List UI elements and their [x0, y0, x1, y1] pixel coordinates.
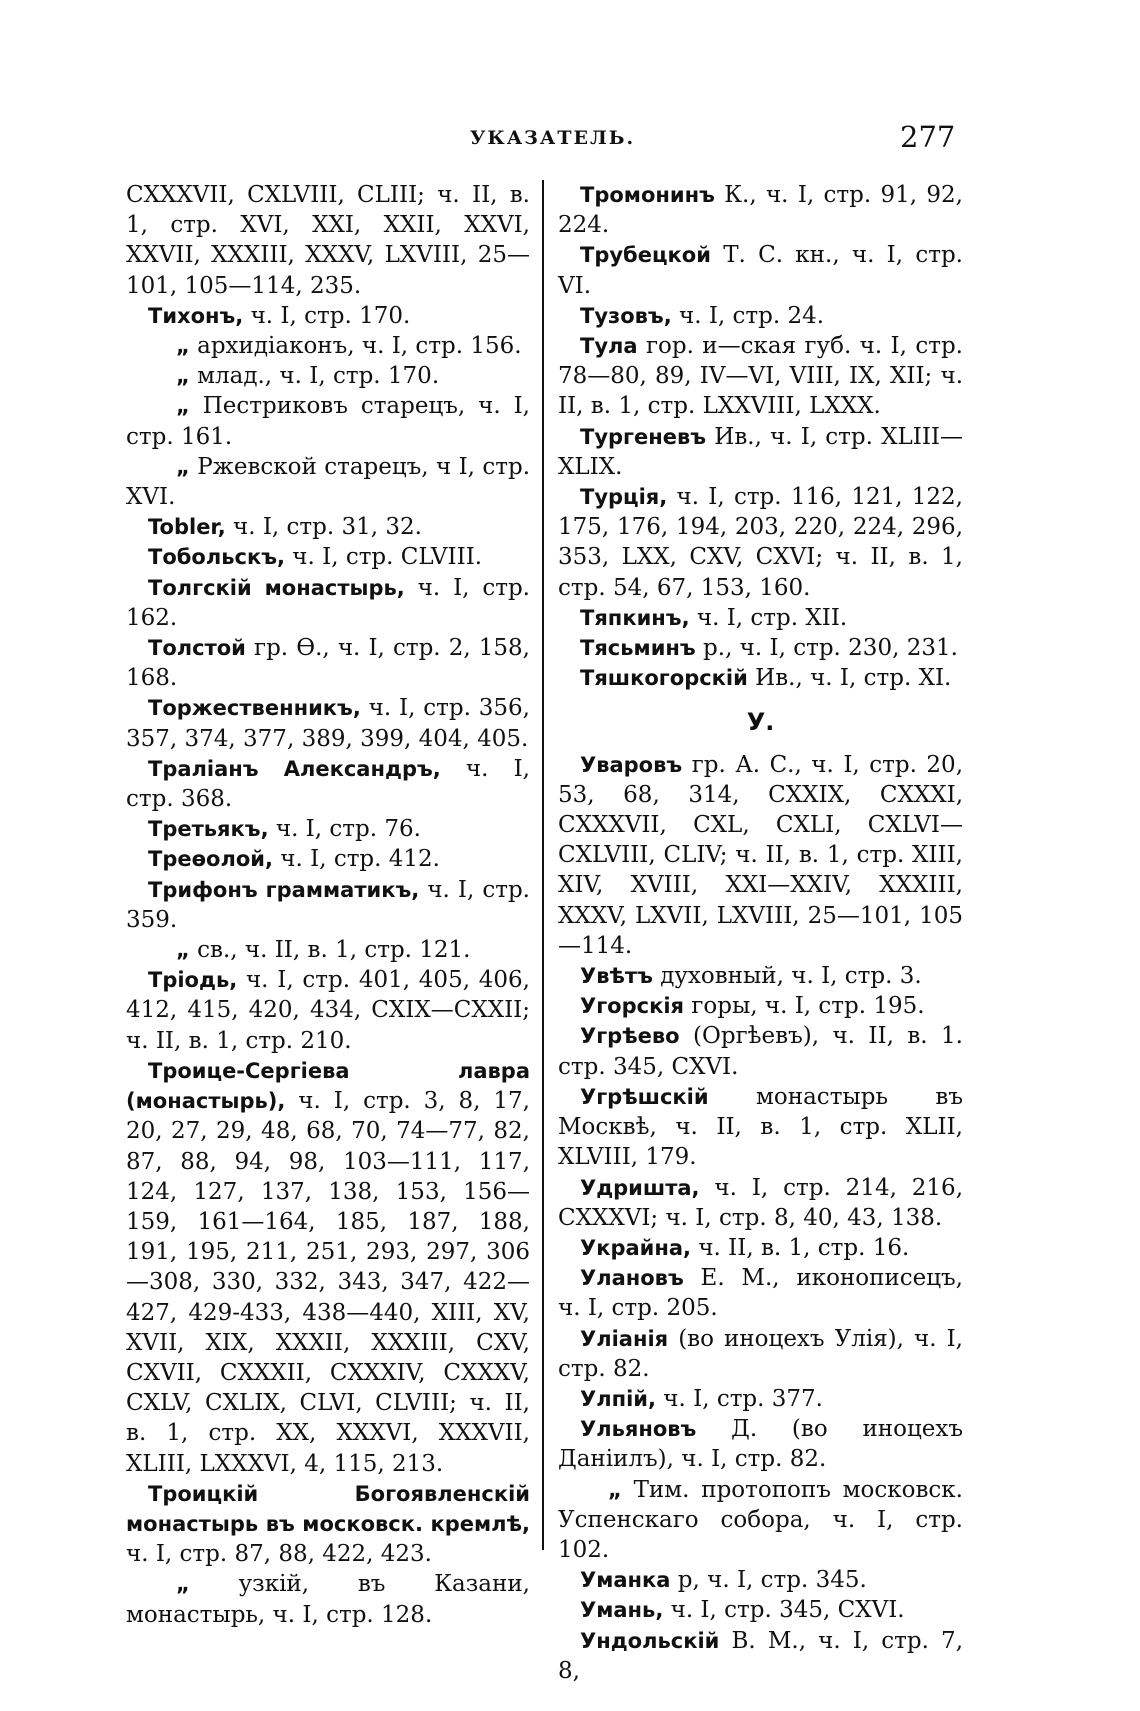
- index-entry: [558, 1082, 963, 1173]
- entry-references: ч. I, стр. 401, 405, 406, 412, 415, 420, 434, CXIX—CXXII; ч. II, в. 1, стр. 210.: [126, 967, 530, 1054]
- entry-headword: Улпій,: [580, 1386, 656, 1411]
- index-entry: [126, 573, 530, 633]
- entry-references: Ив., ч. I, стр. XI.: [747, 665, 952, 692]
- index-entry: [558, 1021, 963, 1081]
- entry-references: ч. I, стр. 377.: [655, 1385, 823, 1412]
- index-entry: [558, 1626, 963, 1686]
- entry-headword: Тріодь,: [148, 968, 238, 993]
- entry-references: В. М., ч. I, стр. 7, 8,: [558, 1627, 963, 1684]
- index-entry: [126, 935, 530, 965]
- entry-headword: Турція,: [580, 485, 668, 510]
- index-entry: [558, 961, 963, 991]
- index-entry: [126, 331, 530, 361]
- entry-headword: Торжественникъ,: [148, 696, 361, 721]
- entry-headword: Толгскій монастырь,: [148, 575, 405, 600]
- entry-headword: Ульяновъ: [580, 1417, 697, 1442]
- index-entry: [558, 663, 963, 693]
- index-entry: [558, 331, 963, 422]
- entry-references: монастырь въ Москвѣ, ч. II, в. 1, стр. XLII, XLVIII, 179.: [558, 1083, 963, 1171]
- entry-headword: Тяпкинъ,: [580, 605, 690, 630]
- entry-references: Ив., ч. I, стр. XLIII—XLIX.: [558, 423, 963, 480]
- index-entry: [126, 301, 530, 331]
- entry-references: ч. I, стр. 116, 121, 122, 175, 176, 194, 203, 220, 224, 296, 353, LXX, CXV, CXVI; ч. II, в. 1, стр. 54, 67, 153, 160.: [558, 484, 963, 601]
- entry-references: архидіаконъ, ч. I, стр. 156.: [189, 333, 522, 360]
- entry-headword: Тузовъ,: [580, 303, 672, 328]
- index-entry: [558, 301, 963, 331]
- entry-references: узкій, въ Казани, монастырь, ч. I, стр. 128.: [126, 1571, 530, 1628]
- entry-headword: Тургеневъ: [580, 424, 707, 449]
- index-block-u: [558, 750, 963, 1686]
- entry-headword: Тясьминъ: [580, 636, 696, 661]
- entry-headword: „: [176, 394, 190, 419]
- entry-headword: Троице-Сергіева лавра (монастырь),: [126, 1058, 530, 1114]
- entry-references: горы, ч. I, стр. 195.: [684, 993, 925, 1020]
- index-entry: [558, 1595, 963, 1625]
- index-entry: [126, 693, 530, 753]
- index-entry: [126, 1056, 530, 1479]
- index-entry: [126, 814, 530, 844]
- entry-references: ч. I, стр. 359.: [126, 876, 530, 933]
- index-entry: [126, 844, 530, 874]
- entry-references: ч. I, стр. 368.: [126, 755, 530, 813]
- entry-references: ч. I, стр. 31, 32.: [225, 514, 422, 541]
- entry-references: ч. I, стр. 345, CXVI.: [663, 1597, 905, 1624]
- index-entry: [558, 1173, 963, 1233]
- entry-references: ч. I, стр. 76.: [268, 816, 421, 843]
- entry-headword: Трубецкой: [580, 243, 711, 268]
- index-entry: [558, 1233, 963, 1263]
- index-entry: [558, 482, 963, 603]
- index-entry: [126, 875, 530, 935]
- index-entry: [126, 361, 530, 391]
- index-entry: [558, 180, 963, 240]
- index-entry: [558, 991, 963, 1021]
- entry-references: ч. I, стр. XII.: [689, 604, 848, 631]
- entry-headword: Тобольскъ,: [148, 545, 285, 570]
- entry-references: К., ч. I, стр. 91, 92, 224.: [558, 182, 963, 239]
- left-index-column: [126, 180, 530, 1630]
- entry-headword: Третьякъ,: [148, 817, 269, 842]
- entry-references: Д. (во иноцехъ Даніилъ), ч. I, стр. 82.: [558, 1416, 963, 1473]
- entry-references: ч. I, стр. CLVIII.: [284, 544, 483, 571]
- entry-headword: Угорскія: [580, 994, 685, 1019]
- entry-references: св., ч. II, в. 1, стр. 121.: [189, 937, 471, 964]
- entry-references: ч. I, стр. 87, 88, 422, 423.: [126, 1541, 432, 1568]
- entry-references: Т. С. кн., ч. I, стр. VI.: [558, 242, 963, 299]
- entry-headword: Трифонъ грамматикъ,: [148, 877, 420, 902]
- index-entry: [558, 1475, 963, 1566]
- running-header: УКАЗАТЕЛЬ.: [470, 127, 636, 149]
- entry-headword: Украйна,: [580, 1235, 692, 1260]
- entry-headword: Треѳолой,: [148, 847, 273, 872]
- entry-headword: Угрѣево: [580, 1024, 680, 1049]
- entry-headword: Троицкій Богоявленскій монастырь въ московск. кремлѣ,: [126, 1481, 530, 1536]
- index-entry: [558, 422, 963, 482]
- entry-headword: „: [176, 334, 190, 359]
- entry-headword: „: [608, 1477, 622, 1502]
- entry-headword: Ундольскій: [580, 1628, 720, 1653]
- entry-references: CXXXVII, CXLVIII, CLIII; ч. II, в. 1, стр. XVI, XXI, XXII, XXVI, XXVII, XXXIII, XXXV, LXVIII, 25—101, 105—114, 235.: [126, 182, 530, 299]
- index-entry: [126, 754, 530, 814]
- index-entry: [558, 603, 963, 633]
- index-entry: [126, 542, 530, 572]
- index-entry: [558, 1263, 963, 1323]
- entry-references: ч. II, в. 1, стр. 16.: [691, 1234, 910, 1261]
- entry-headword: Тихонъ,: [148, 303, 244, 328]
- entry-references: Тим. протопопъ московск. Успенскаго собора, ч. I, стр. 102.: [558, 1476, 963, 1563]
- section-letter-u: У.: [746, 708, 775, 737]
- entry-headword: Тяшкогорскій: [580, 666, 748, 691]
- right-index-column: [558, 180, 963, 1686]
- entry-headword: Тула: [580, 334, 638, 359]
- entry-references: Ржевской старецъ, ч I, стр. XVI.: [126, 453, 530, 511]
- index-entry: [126, 452, 530, 512]
- entry-references: ч. I, стр. 24.: [671, 302, 825, 329]
- entry-references: (Оргѣевъ), ч. II, в. 1. стр. 345, CXVI.: [558, 1023, 963, 1080]
- entry-headword: „: [176, 938, 190, 963]
- index-entry: [126, 512, 530, 542]
- entry-headword: Траліанъ Александръ,: [148, 756, 441, 781]
- entry-references: ч. I, стр. 356, 357, 374, 377, 389, 399, 404, 405.: [126, 695, 530, 752]
- entry-references: р., ч. I, стр. 230, 231.: [695, 635, 958, 662]
- entry-headword: Уліанія: [580, 1326, 669, 1351]
- entry-references: ч. I, стр. 162.: [126, 574, 530, 631]
- index-entry: [558, 633, 963, 663]
- entry-headword: Уваровъ: [580, 752, 683, 777]
- index-entry: [126, 633, 530, 693]
- entry-headword: Тромонинъ: [580, 183, 715, 207]
- index-entry: [126, 1569, 530, 1629]
- entry-references: Пестриковъ старецъ, ч. I, стр. 161.: [126, 393, 530, 450]
- entry-headword: „: [176, 454, 190, 479]
- index-block-t: [558, 180, 963, 693]
- entry-headword: Умань,: [580, 1598, 664, 1623]
- entry-references: ч. I, стр. 412.: [272, 846, 440, 873]
- entry-headword: Толстой: [148, 636, 246, 661]
- entry-references: млад., ч. I, стр. 170.: [189, 363, 440, 390]
- entry-headword: „: [176, 364, 190, 389]
- entry-headword: Улановъ: [580, 1266, 684, 1291]
- index-entry: [126, 180, 530, 301]
- index-entry: [126, 391, 530, 451]
- entry-references: ч. I, стр. 214, 216, CXXXVI; ч. I, стр. 8, 40, 43, 138.: [558, 1174, 963, 1231]
- entry-headword: Удришта,: [580, 1175, 700, 1200]
- entry-references: Е. М., иконописецъ, ч. I, стр. 205.: [558, 1265, 963, 1322]
- entry-headword: Уманка: [580, 1568, 671, 1593]
- entry-references: р, ч. I, стр. 345.: [670, 1567, 867, 1594]
- entry-headword: Увѣтъ: [580, 964, 653, 989]
- entry-references: ч. I, стр. 3, 8, 17, 20, 27, 29, 48, 68, 70, 74—77, 82, 87, 88, 94, 98, 103—111, 117, 124, 127, 137, 138, 153, 156—159, 161—164, 185, 187, 188, 191, 195, 211, 251, 293, 297, 306—308, 330, 332, 343, 347, 422—427, 429-433, 438—440, XIII, XV, XVII, XIX, XXXII, XXXIII, CXV, CXVII, CXXXII, CXXXIV, CXXXV, CXLV, CXLIX, CLVI, CLVIII; ч. II, в. 1, стр. XX, XXXVI, XXXVII, XLIII, LXXXVI, 4, 115, 213.: [126, 1088, 530, 1477]
- entry-headword: Tobler,: [148, 515, 226, 540]
- entry-references: гор. и—ская губ. ч. I, стр. 78—80, 89, IV—VI, VIII, IX, XII; ч. II, в. 1, стр. LXXVIII, LXXX.: [558, 333, 963, 420]
- index-entry: [558, 1414, 963, 1474]
- entry-references: гр. А. С., ч. I, стр. 20, 53, 68, 314, CXXIX, CXXXI, CXXXVII, CXL, CXLI, CXLVI—CXLVIII, CLIV; ч. II, в. 1, стр. XIII, XIV, XVIII, XXI—XXIV, XXXIII, XXXV, LXVII, LXVIII, 25—101, 105—114.: [558, 751, 963, 959]
- entry-references: ч. I, стр. 170.: [243, 302, 411, 329]
- index-entry: [558, 1565, 963, 1595]
- entry-references: духовный, ч. I, стр. 3.: [652, 963, 922, 990]
- entry-headword: Угрѣшскій: [580, 1084, 709, 1109]
- column-divider: [542, 180, 544, 1550]
- index-entry: [558, 750, 963, 961]
- index-entry: [558, 1384, 963, 1414]
- entry-references: гр. Ѳ., ч. I, стр. 2, 158, 168.: [126, 635, 530, 692]
- entry-headword: „: [176, 1572, 190, 1597]
- index-entry: [126, 965, 530, 1056]
- page-number: 277: [900, 120, 956, 154]
- index-entry: [558, 1324, 963, 1384]
- entry-references: (во иноцехъ Улія), ч. I, стр. 82.: [558, 1325, 963, 1382]
- index-entry: [126, 1479, 530, 1570]
- index-entry: [558, 240, 963, 300]
